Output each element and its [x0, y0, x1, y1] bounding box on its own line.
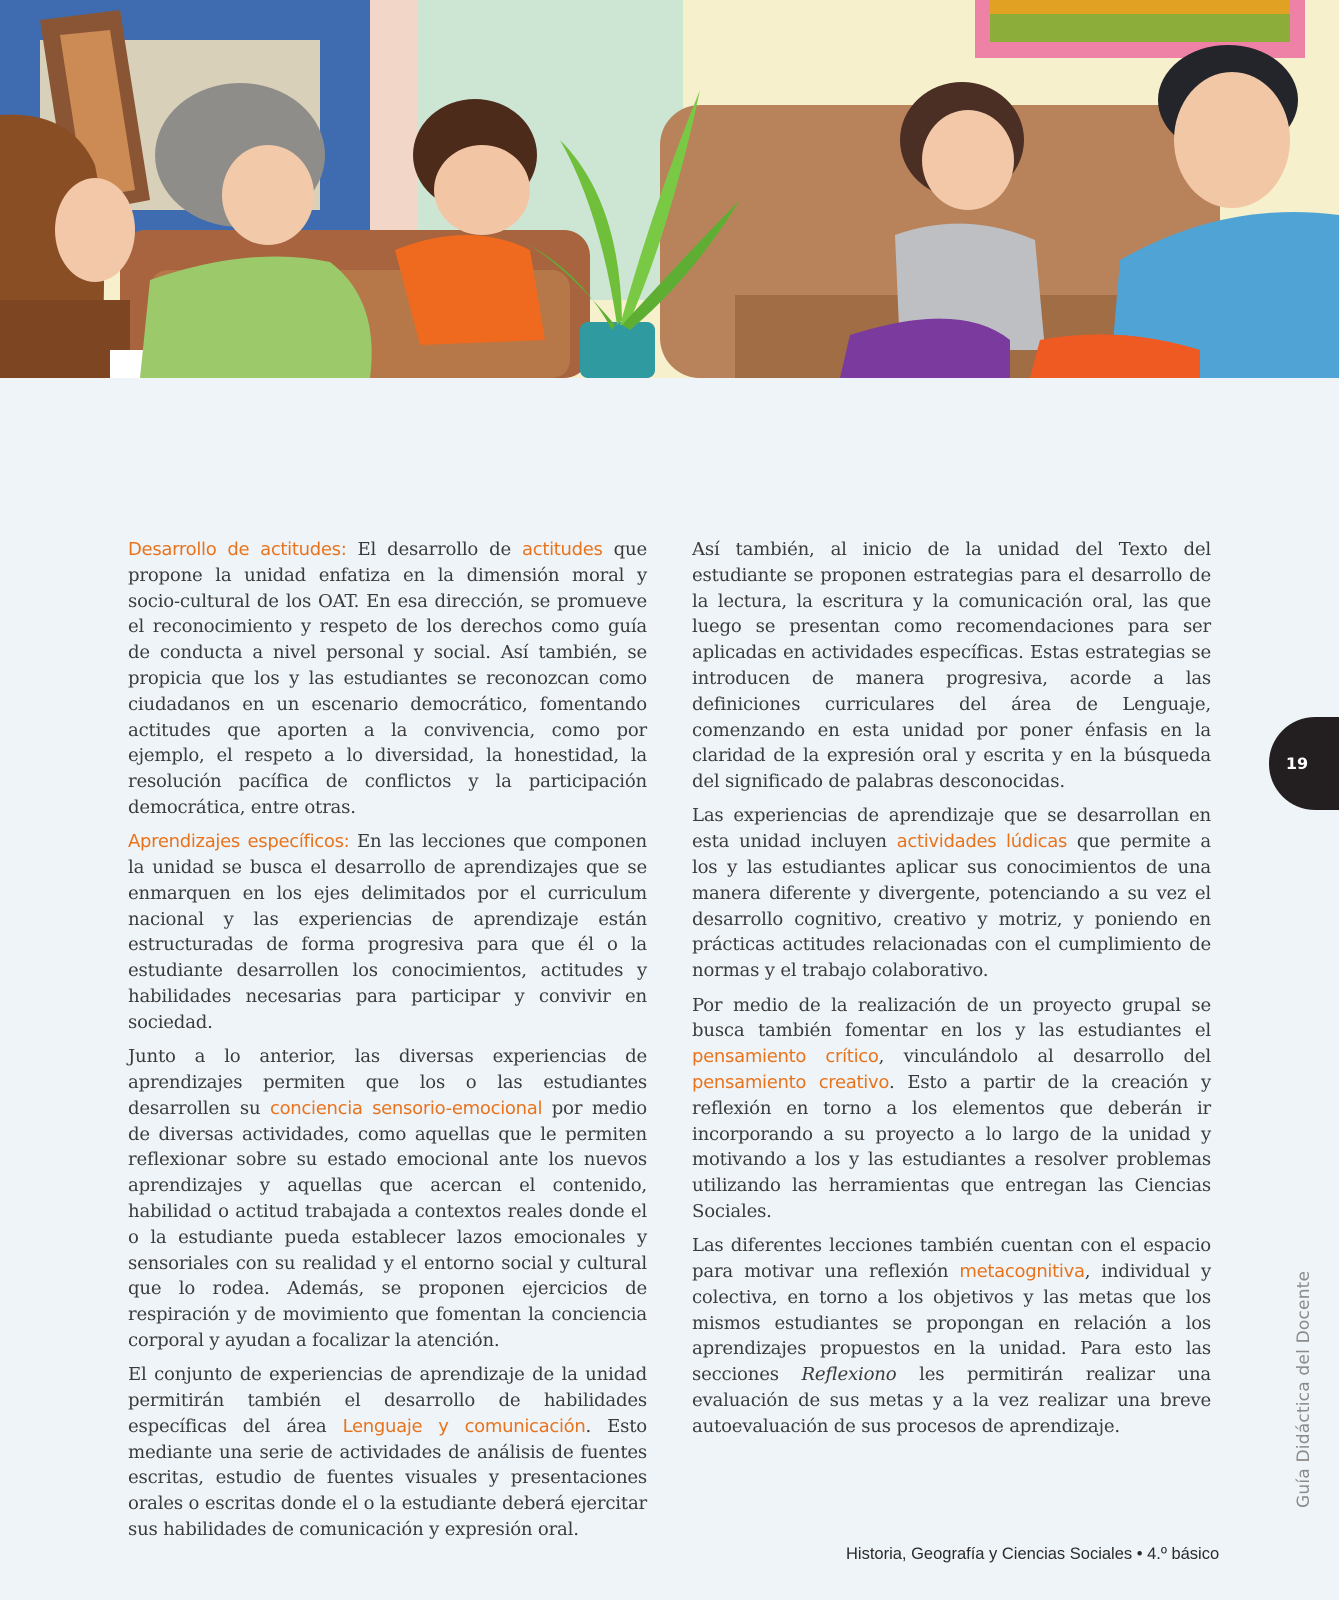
paragraph-text: Las experiencias de aprendizaje que se desarrollan en esta unidad incluyen: [692, 805, 1211, 853]
paragraph-conciencia-sensorio-emocional: [128, 1044, 647, 1354]
highlight-term: conciencia sensorio-emocional: [270, 1097, 543, 1119]
paragraph-text: En las lecciones que componen la unidad se busca el desarrollo de aprendizajes que se enmarquen en los ejes delimitados por el curriculum nacional y las experiencias de aprendizaje están estructuradas de forma progresiva para que él o la estudiante desarrollen los conocimientos, actitudes y habilidades necesarias para participar y convivir en sociedad.: [128, 831, 647, 1033]
right-text-column: [692, 537, 1211, 1448]
paragraph-proyecto-grupal: [692, 993, 1211, 1225]
paragraph-text: . Esto mediante una serie de actividades de análisis de fuentes escritas, estudio de fuentes visuales y presentaciones orales o escritas donde el o la estudiante deberá ejercitar sus habilidades de comunicación y expresión oral.: [128, 1415, 647, 1540]
page-number: 19: [1285, 754, 1309, 773]
paragraph-metacognitiva: [692, 1233, 1211, 1439]
paragraph-text: , individual y colectiva, en torno a los objetivos y las metas que los mismos estudiantes se propongan en relación a los aprendizajes propuestos en la unidad. Para esto las secciones: [692, 1261, 1212, 1386]
paragraph-text: Junto a lo anterior, las diversas experiencias de aprendizajes permiten que los o las estudiantes desarrollen su: [128, 1046, 647, 1119]
paragraph-text: El conjunto de experiencias de aprendizaje de la unidad permitirán también el desarrollo de habilidades específicas del área: [128, 1364, 647, 1437]
paragraph-estrategias-lectura: [692, 537, 1211, 795]
paragraph-text: por medio de diversas actividades, como aquellas que le permiten reflexionar sobre su estado emocional ante los nuevos aprendizajes y aquellas que acercan el contenido, habilidad o actitud trabajada a contextos reales donde el o la estudiante pueda establecer lazos emocionales y sensoriales con su realidad y el entorno social y cultural que lo rodea. Además, se proponen ejercicios de respiración y de movimiento que fomentan la conciencia corporal y ayudan a focalizar la atención.: [128, 1097, 647, 1351]
paragraph-lenguaje-comunicacion: [128, 1362, 647, 1543]
paragraph-text: que propone la unidad enfatiza en la dimensión moral y socio-cultural de los OAT. En esa dirección, se promueve el reconocimiento y respeto de los derechos como guía de conducta a nivel personal y social. Así también, se propicia que los y las estudiantes se reconozcan como ciudadanos en un escenario democrático, fomentando actitudes que aporten a la convivencia, como por ejemplo, el respeto a lo diversidad, la honestidad, la resolución pacífica de conflictos y la participación democrática, entre otras.: [128, 539, 647, 818]
paragraph-text: les permitirán realizar una evaluación de sus metas y a la vez realizar una breve autoevaluación de sus procesos de aprendizaje.: [692, 1364, 1212, 1437]
paragraph-text: , vinculándolo al desarrollo del: [878, 1046, 1211, 1068]
paragraph-actividades-ludicas: [692, 803, 1211, 984]
side-guide-label: Guía Didáctica del Docente: [1294, 1270, 1314, 1508]
paragraph-text: Así también, al inicio de la unidad del Texto del estudiante se proponen estrategias para el desarrollo de la lectura, la escritura y la comunicación oral, las que luego se presentan como recomendaciones para ser aplicadas en actividades específicas. Estas estrategias se introducen de manera progresiva, acorde a las definiciones curriculares del área de Lenguaje, comenzando en esta unidad por poner énfasis en la claridad de la expresión oral y escrita y en la búsqueda del significado de palabras desconocidas.: [692, 539, 1211, 793]
highlight-term: Aprendizajes específicos:: [128, 831, 350, 853]
highlight-term: Desarrollo de actitudes:: [128, 539, 347, 560]
paragraph-text: Las diferentes lecciones también cuentan con el espacio para motivar una reflexión: [692, 1235, 1211, 1283]
paragraph-text: Por medio de la realización de un proyecto grupal se busca también fomentar en los y las estudiantes el: [692, 994, 1211, 1042]
paragraph-text: . Esto a partir de la creación y reflexión en torno a los elementos que deberán ir incorporando a su proyecto a lo largo de la unidad y motivando a los y las estudiantes a resolver problemas utilizando las herramientas que entregan las Ciencias Sociales.: [692, 1071, 1211, 1222]
highlight-term: Lenguaje y comunicación: [342, 1415, 586, 1437]
paragraph-text: que permite a los y las estudiantes aplicar sus conocimientos de una manera diferente y divergente, potenciando a su vez el desarrollo cognitivo, creativo y motriz, y poniendo en prácticas actitudes relacionadas con el cumplimiento de normas y el trabajo colaborativo.: [692, 831, 1212, 982]
page-number-tab: [1269, 717, 1339, 810]
footer-subject: Historia, Geografía y Ciencias Sociales • 4.º básico: [846, 1545, 1220, 1563]
paragraph-desarrollo-actitudes: [128, 537, 647, 821]
highlight-term: actitudes: [522, 539, 603, 560]
section-name-italic: Reflexiono: [801, 1364, 897, 1386]
highlight-term: pensamiento crítico: [692, 1046, 879, 1068]
highlight-term: metacognitiva: [959, 1261, 1085, 1283]
family-living-room-illustration: [0, 0, 1339, 378]
highlight-term: actividades lúdicas: [896, 831, 1068, 853]
left-text-column: [128, 537, 647, 1551]
paragraph-aprendizajes-especificos: [128, 829, 647, 1035]
highlight-term: pensamiento creativo: [692, 1071, 890, 1093]
paragraph-text: El desarrollo de: [346, 539, 522, 560]
